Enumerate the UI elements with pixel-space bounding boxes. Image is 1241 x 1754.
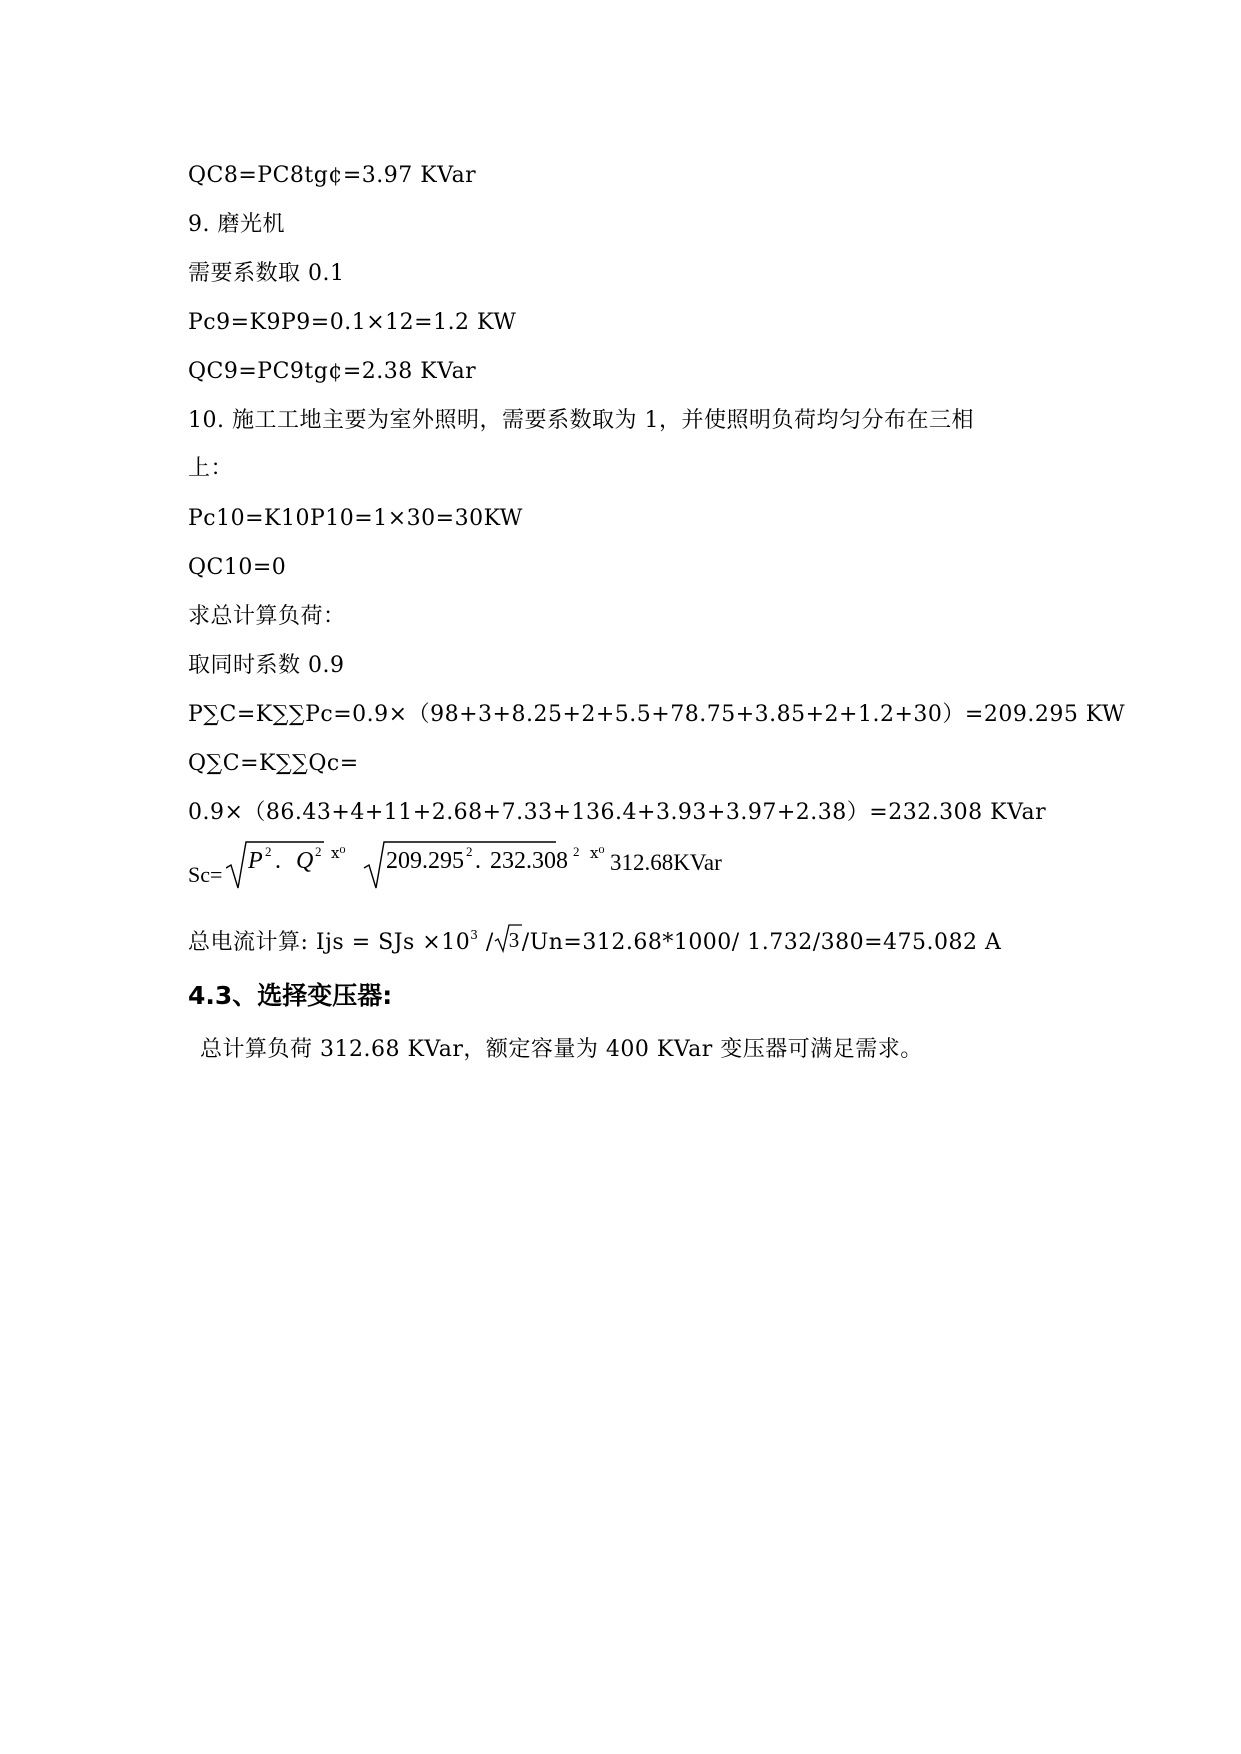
current-prefix: 总电流计算: Ijs = SJs ×10: [188, 930, 471, 955]
value-q-exponent: 2: [573, 844, 580, 859]
total-current-line: [188, 918, 1001, 960]
text-line: Q∑C=K∑∑Qc=: [188, 751, 359, 776]
formula-lhs: Sc=: [188, 862, 223, 887]
value-q: 232.308: [490, 848, 568, 874]
text-line: QC9=PC9tg¢=2.38 KVar: [188, 359, 477, 384]
text-line: 取同时系数 0.9: [188, 653, 345, 678]
text-line: QC8=PC8tg¢=3.97 KVar: [188, 163, 477, 188]
section-heading: 4.3、选择变压器:: [188, 981, 393, 1010]
p-exponent: 2: [265, 844, 272, 859]
text-line: P∑C=K∑∑Pc=0.9×（98+3+8.25+2+5.5+78.75+3.85+2+1.2+30）=209.295 KW: [188, 702, 1126, 727]
text-line: 9. 磨光机: [188, 212, 285, 237]
text-line: 0.9×（86.43+4+11+2.68+7.33+136.4+3.93+3.97+2.38）=232.308 KVar: [188, 800, 1047, 825]
p-symbol: P: [248, 848, 263, 874]
approx-sign: ⅹ⁰: [590, 846, 605, 862]
sqrt-three: [494, 923, 522, 953]
text-line: 10. 施工工地主要为室外照明，需要系数取为 1，并使照明负荷均匀分布在三相: [188, 408, 974, 433]
current-suffix: /Un=312.68*1000/ 1.732/380=475.082 A: [521, 930, 1002, 955]
dot: .: [475, 848, 481, 874]
current-exponent: 3: [470, 928, 479, 942]
text-line: 求总计算负荷：: [188, 604, 346, 629]
q-symbol: Q: [296, 848, 314, 874]
text-line: 需要系数取 0.1: [188, 261, 345, 286]
sqrt-three-value: 3: [508, 928, 520, 952]
dot: .: [275, 848, 281, 874]
formula-result: 312.68KVar: [610, 850, 722, 875]
text-line: Pc9=K9P9=0.1×12=1.2 KW: [188, 310, 517, 335]
summary-paragraph: 总计算负荷 312.68 KVar，额定容量为 400 KVar 变压器可满足需求。: [200, 1037, 923, 1062]
value-p: 209.295: [386, 848, 464, 874]
text-line: QC10=0: [188, 555, 287, 580]
q-exponent: 2: [315, 844, 322, 859]
text-line: 上：: [188, 456, 234, 481]
current-slash: /: [478, 930, 494, 955]
value-p-exponent: 2: [466, 844, 473, 859]
text-line: Pc10=K10P10=1×30=30KW: [188, 506, 523, 531]
approx-sign: ⅹ⁰: [331, 846, 346, 862]
apparent-power-formula: [188, 838, 1088, 898]
